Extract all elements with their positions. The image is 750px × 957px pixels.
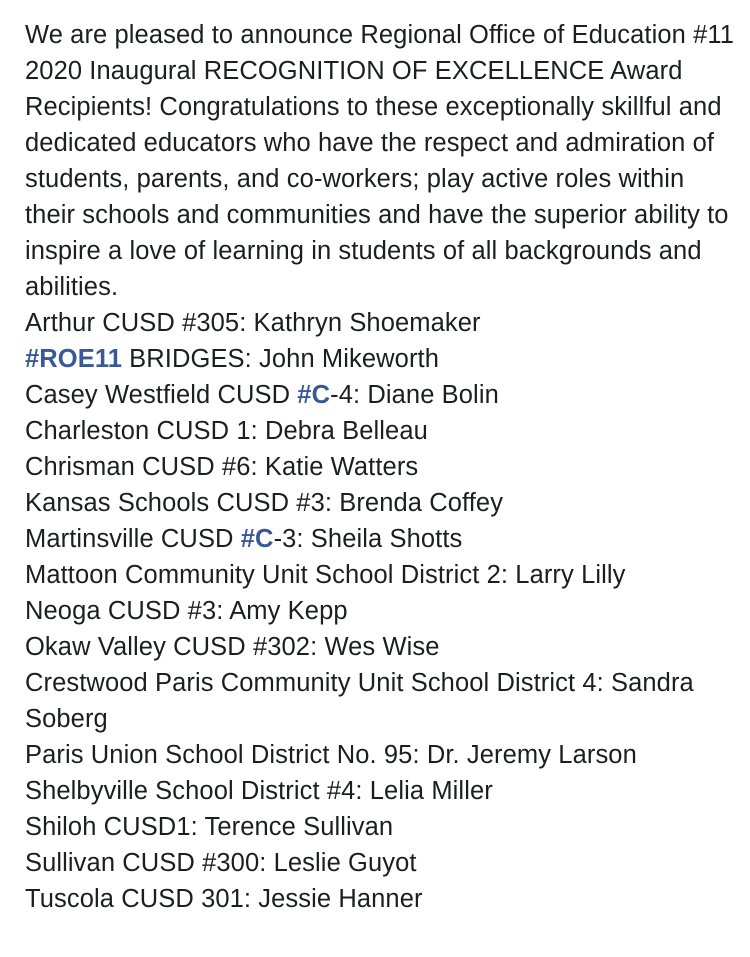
list-item [25, 449, 737, 485]
list-item-text: Crestwood Paris Community Unit School District 4: Sandra Soberg [25, 669, 694, 733]
hashtag-link-c[interactable]: #C [297, 381, 331, 409]
post-body [25, 17, 737, 917]
list-item [25, 377, 737, 413]
list-item-text: Shelbyville School District #4: Lelia Miller [25, 777, 493, 805]
list-item-text: -4: Diane Bolin [330, 381, 499, 409]
hashtag-link-c[interactable]: #C [240, 525, 274, 553]
list-item-text: Okaw Valley CUSD #302: Wes Wise [25, 633, 440, 661]
list-item-text: Paris Union School District No. 95: Dr. Jeremy Larson [25, 741, 637, 769]
list-item-text: Kansas Schools CUSD #3: Brenda Coffey [25, 489, 504, 517]
list-item [25, 773, 737, 809]
recipient-list [25, 305, 737, 917]
list-item [25, 665, 737, 737]
list-item-text: Tuscola CUSD 301: Jessie Hanner [25, 885, 423, 913]
list-item [25, 521, 737, 557]
list-item-text: Arthur CUSD #305: Kathryn Shoemaker [25, 309, 481, 337]
list-item [25, 845, 737, 881]
list-item [25, 593, 737, 629]
list-item [25, 485, 737, 521]
list-item [25, 341, 737, 377]
list-item [25, 881, 737, 917]
list-item-text: Neoga CUSD #3: Amy Kepp [25, 597, 348, 625]
list-item [25, 809, 737, 845]
list-item-text: Mattoon Community Unit School District 2: Larry Lilly [25, 561, 626, 589]
list-item-text: Sullivan CUSD #300: Leslie Guyot [25, 849, 417, 877]
list-item [25, 737, 737, 773]
list-item [25, 305, 737, 341]
list-item-text: Charleston CUSD 1: Debra Belleau [25, 417, 428, 445]
list-item-text: Martinsville CUSD [25, 525, 241, 553]
list-item [25, 557, 737, 593]
list-item-text: Shiloh CUSD1: Terence Sullivan [25, 813, 394, 841]
list-item [25, 413, 737, 449]
list-item-text: Chrisman CUSD #6: Katie Watters [25, 453, 419, 481]
hashtag-link-roe11[interactable]: #ROE11 [25, 345, 122, 373]
post-intro-text: We are pleased to announce Regional Office of Education #11 2020 Inaugural RECOGNITION OF EXCELLENCE Award Recipients! Congratulations to these exceptionally skillful and dedicated educators who have the respect and admiration of students, parents, and co-workers; play active roles within their schools and communities and have the superior ability to inspire a love of learning in students of all backgrounds and abilities. [25, 21, 735, 301]
list-item-text: BRIDGES: John Mikeworth [122, 345, 440, 373]
list-item [25, 629, 737, 665]
list-item-text: Casey Westfield CUSD [25, 381, 298, 409]
list-item-text: -3: Sheila Shotts [273, 525, 463, 553]
